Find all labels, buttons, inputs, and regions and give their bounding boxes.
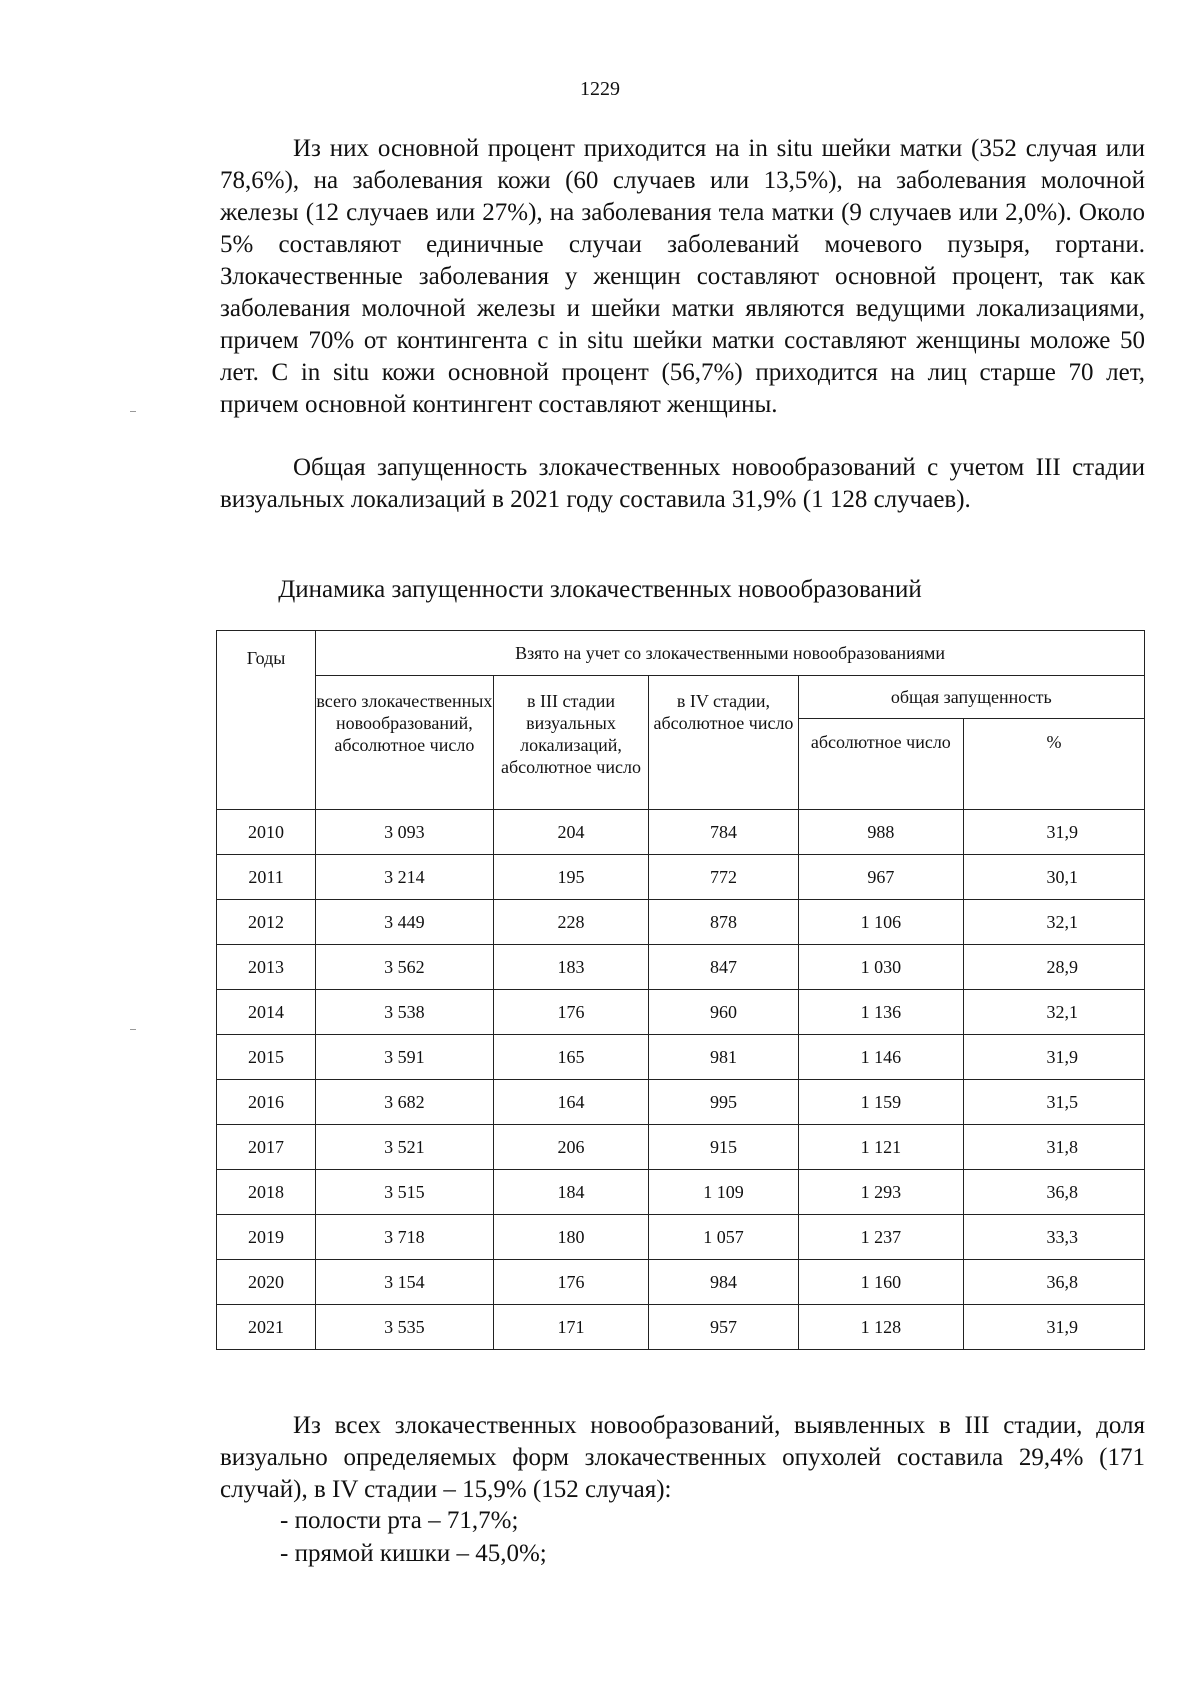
cell-year: 2016 (217, 1080, 316, 1125)
cell-overall-abs: 1 106 (798, 900, 964, 945)
cell-overall-abs: 1 128 (798, 1305, 964, 1350)
cell-stage4: 957 (649, 1305, 798, 1350)
cell-overall-abs: 988 (798, 810, 964, 855)
cell-overall-abs: 1 030 (798, 945, 964, 990)
cell-overall-pct: 28,9 (964, 945, 1145, 990)
cell-total: 3 682 (316, 1080, 494, 1125)
cell-stage4: 847 (649, 945, 798, 990)
cell-total: 3 449 (316, 900, 494, 945)
header-overall: общая запущенность (798, 676, 1144, 719)
neglect-dynamics-table (216, 630, 1145, 1350)
table-row (217, 1305, 1145, 1350)
cell-stage3: 180 (493, 1215, 649, 1260)
page-number: 1229 (580, 78, 620, 100)
table-row (217, 900, 1145, 945)
cell-year: 2014 (217, 990, 316, 1035)
cell-total: 3 538 (316, 990, 494, 1035)
cell-stage3: 165 (493, 1035, 649, 1080)
cell-total: 3 521 (316, 1125, 494, 1170)
cell-total: 3 535 (316, 1305, 494, 1350)
cell-stage4: 960 (649, 990, 798, 1035)
header-group: Взято на учет со злокачественными новообразованиями (316, 631, 1145, 676)
cell-overall-pct: 36,8 (964, 1170, 1145, 1215)
table-row (217, 1215, 1145, 1260)
cell-stage3: 171 (493, 1305, 649, 1350)
header-overall-pct: % (964, 719, 1145, 810)
cell-stage3: 164 (493, 1080, 649, 1125)
cell-year: 2017 (217, 1125, 316, 1170)
cell-overall-abs: 967 (798, 855, 964, 900)
cell-stage3: 176 (493, 1260, 649, 1305)
cell-overall-abs: 1 237 (798, 1215, 964, 1260)
paragraph-visual-forms (220, 1410, 1145, 1506)
paragraph-overall-neglect-text: Общая запущенность злокачественных новообразований с учетом III стадии визуальных локализаций в 2021 году составила 31,9% (1 128 случаев). (220, 454, 1145, 513)
cell-stage4: 915 (649, 1125, 798, 1170)
scan-margin-mark (130, 411, 136, 412)
cell-year: 2015 (217, 1035, 316, 1080)
cell-overall-pct: 31,8 (964, 1125, 1145, 1170)
cell-overall-pct: 33,3 (964, 1215, 1145, 1260)
cell-stage3: 206 (493, 1125, 649, 1170)
header-total: всего злокачественных новообразований, абсолютное число (316, 676, 494, 810)
cell-overall-pct: 31,5 (964, 1080, 1145, 1125)
cell-year: 2010 (217, 810, 316, 855)
cell-overall-pct: 32,1 (964, 990, 1145, 1035)
cell-total: 3 562 (316, 945, 494, 990)
cell-stage3: 176 (493, 990, 649, 1035)
cell-stage3: 183 (493, 945, 649, 990)
cell-overall-pct: 30,1 (964, 855, 1145, 900)
cell-total: 3 515 (316, 1170, 494, 1215)
table-row (217, 1035, 1145, 1080)
cell-total: 3 718 (316, 1215, 494, 1260)
cell-stage3: 184 (493, 1170, 649, 1215)
cell-overall-abs: 1 293 (798, 1170, 964, 1215)
paragraph-visual-forms-text: Из всех злокачественных новообразований, выявленных в III стадии, доля визуально определяемых форм злокачественных опухолей составила 29,4% (171 случай), в IV стадии – 15,9% (152 случая): (220, 1412, 1145, 1503)
paragraph-insitu-text: Из них основной процент приходится на in situ шейки матки (352 случая или 78,6%), на заболевания кожи (60 случаев или 13,5%), на заболевания молочной железы (12 случаев или 27%), на заболевания тела матки (9 случаев или 2,0%). Около 5% составляют единичные случаи заболеваний мочевого пузыря, гортани. Злокачественные заболевания у женщин составляют основной процент, так как заболевания молочной железы и шейки матки являются ведущими локализациями, причем 70% от контингента с in situ шейки матки составляют женщины моложе 50 лет. С in situ кожи основной процент (56,7%) приходится на лиц старше 70 лет, причем основной контингент составляют женщины. (220, 135, 1145, 418)
table-row (217, 945, 1145, 990)
cell-stage4: 995 (649, 1080, 798, 1125)
header-stage3: в III стадии визуальных локализаций, абсолютное число (493, 676, 649, 810)
cell-overall-abs: 1 146 (798, 1035, 964, 1080)
list-item-oral-cavity: - полости рта – 71,7%; (280, 1507, 519, 1534)
cell-total: 3 093 (316, 810, 494, 855)
cell-overall-abs: 1 136 (798, 990, 964, 1035)
cell-overall-pct: 31,9 (964, 810, 1145, 855)
cell-stage4: 981 (649, 1035, 798, 1080)
cell-total: 3 154 (316, 1260, 494, 1305)
cell-total: 3 214 (316, 855, 494, 900)
scan-margin-mark (130, 1029, 136, 1030)
cell-year: 2013 (217, 945, 316, 990)
cell-overall-pct: 32,1 (964, 900, 1145, 945)
table-row (217, 1080, 1145, 1125)
cell-stage3: 204 (493, 810, 649, 855)
list-item-rectum: - прямой кишки – 45,0%; (280, 1540, 547, 1567)
header-years: Годы (217, 631, 316, 810)
table-row (217, 1170, 1145, 1215)
table-body (217, 810, 1145, 1350)
cell-stage4: 878 (649, 900, 798, 945)
table-row (217, 855, 1145, 900)
cell-overall-pct: 31,9 (964, 1035, 1145, 1080)
header-stage4: в IV стадии, абсолютное число (649, 676, 798, 810)
cell-overall-pct: 31,9 (964, 1305, 1145, 1350)
cell-stage4: 1 109 (649, 1170, 798, 1215)
table-row (217, 1125, 1145, 1170)
cell-stage3: 195 (493, 855, 649, 900)
cell-year: 2012 (217, 900, 316, 945)
cell-overall-pct: 36,8 (964, 1260, 1145, 1305)
cell-stage3: 228 (493, 900, 649, 945)
paragraph-insitu (220, 133, 1145, 421)
cell-total: 3 591 (316, 1035, 494, 1080)
table-row (217, 1260, 1145, 1305)
paragraph-overall-neglect (220, 452, 1145, 516)
cell-stage4: 984 (649, 1260, 798, 1305)
cell-stage4: 784 (649, 810, 798, 855)
cell-year: 2020 (217, 1260, 316, 1305)
table-title: Динамика запущенности злокачественных новообразований (278, 576, 922, 603)
cell-year: 2019 (217, 1215, 316, 1260)
cell-year: 2011 (217, 855, 316, 900)
table-row (217, 810, 1145, 855)
cell-overall-abs: 1 160 (798, 1260, 964, 1305)
cell-overall-abs: 1 159 (798, 1080, 964, 1125)
table-row (217, 990, 1145, 1035)
header-overall-abs: абсолютное число (798, 719, 964, 810)
cell-stage4: 772 (649, 855, 798, 900)
cell-year: 2018 (217, 1170, 316, 1215)
cell-overall-abs: 1 121 (798, 1125, 964, 1170)
cell-stage4: 1 057 (649, 1215, 798, 1260)
cell-year: 2021 (217, 1305, 316, 1350)
